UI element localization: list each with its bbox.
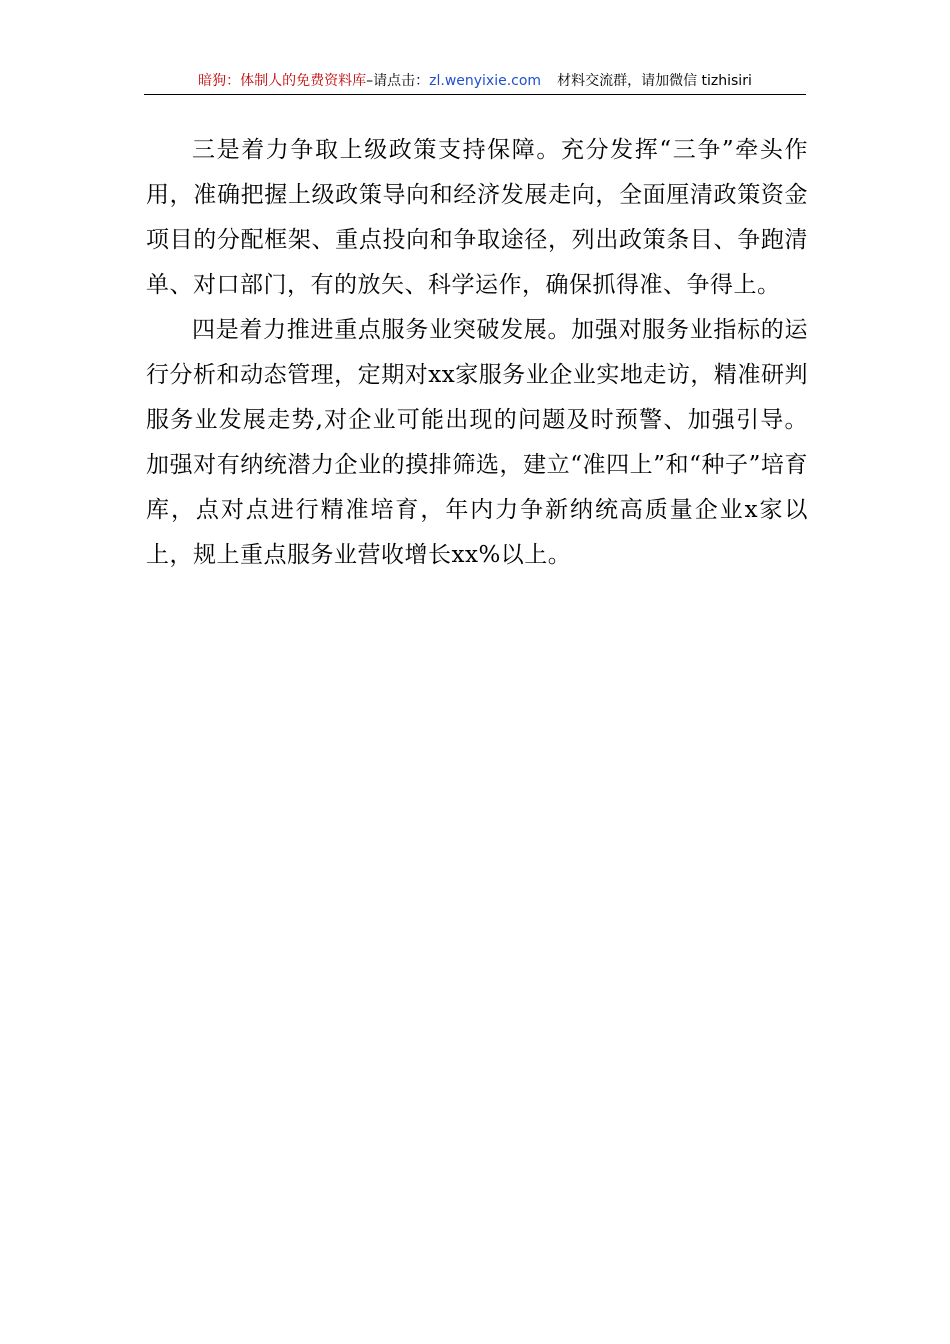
header-group-note: 材料交流群，请加微信 tizhisiri [557,73,752,89]
header-brand: 暗狗：体制人的免费资料库 [198,73,367,89]
paragraph-three: 三是着力争取上级政策支持保障。充分发挥“三争”牵头作用，准确把握上级政策导向和经济发展走向，全面厘清政策资金项目的分配框架、重点投向和争取途径，列出政策条目、争跑清单、对口部门，有的放矢、科学运作，确保抓得准、争得上。 [146,137,808,298]
document-body [146,128,808,578]
header-click-prefix: –请点击： [366,73,430,89]
page-header [144,72,806,95]
header-url-link[interactable]: zl.wenyixie.com [429,73,542,89]
paragraph-four: 四是着力推进重点服务业突破发展。加强对服务业指标的运行分析和动态管理，定期对xx家服务业企业实地走访，精准研判服务业发展走势,对企业可能出现的问题及时预警、加强引导。加强对有纳统潜力企业的摸排筛选，建立“准四上”和“种子”培育库，点对点进行精准培育，年内力争新纳统高质量企业x家以上，规上重点服务业营收增长xx%以上。 [146,317,808,568]
